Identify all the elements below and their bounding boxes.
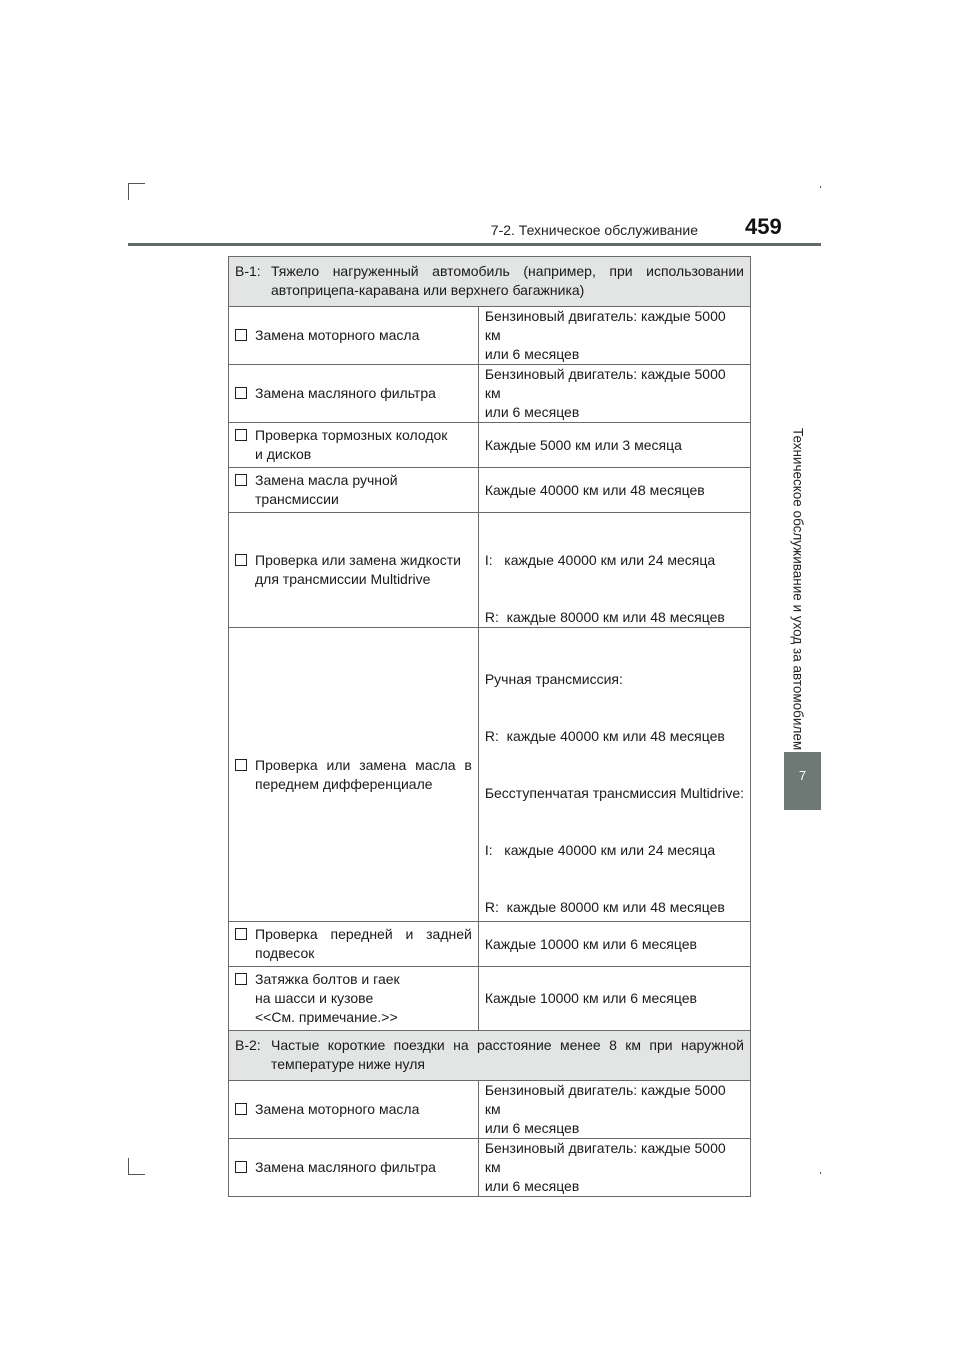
task-line: на шасси и кузове [255,990,374,1006]
crop-mark-bottom-right [820,1172,821,1174]
schedule-cell [478,628,750,922]
schedule-line: или 6 месяцев [484,346,580,362]
task-cell [229,423,479,468]
task-line: <<См. примечание.>> [255,1009,398,1025]
table-row [229,307,751,365]
checkbox-icon [235,1103,247,1115]
schedule-line: Бензиновый двигатель: каждые 5000 км [484,366,726,401]
table-row [229,468,751,513]
schedule-line: R: каждые 40000 км или 48 месяцев [484,728,725,744]
checkbox-icon [235,928,247,940]
condition-code: B-1: [235,263,261,279]
crop-mark-bottom-left-h [128,1174,145,1175]
schedule-line: R: каждые 80000 км или 48 месяцев [484,609,725,625]
schedule-cell [478,307,750,365]
task-cell [229,365,479,423]
task-line: трансмиссии [255,491,339,507]
condition-row [229,257,751,307]
checkbox-icon [235,554,247,566]
task-cell [229,468,479,513]
task-line: Проверка передней и задней [255,926,472,942]
schedule-line: Бензиновый двигатель: каждые 5000 км [484,1140,726,1175]
table-row [229,1081,751,1139]
schedule-line: Ручная трансмиссия: [484,671,623,687]
schedule-line: I: каждые 40000 км или 24 месяца [484,842,716,858]
schedule-cell [478,967,750,1031]
checkbox-icon [235,387,247,399]
schedule-line: R: каждые 80000 км или 48 месяцев [484,899,725,915]
condition-cell [229,257,751,307]
schedule-cell [478,922,750,967]
schedule-cell [478,468,750,513]
checkbox-icon [235,474,247,486]
crop-mark-top-left-h [128,183,145,184]
task-line: подвесок [255,945,315,961]
task-cell [229,513,479,628]
schedule-line: Каждые 10000 км или 6 месяцев [484,990,697,1006]
schedule-line: I: каждые 40000 км или 24 месяца [484,552,716,568]
schedule-cell [478,423,750,468]
table-row [229,423,751,468]
condition-text: Частые короткие поездки на расстояние менее 8 км при наружной температуре ниже нуля [271,1037,744,1072]
task-line: Проверка или замена масла в [255,756,472,773]
task-line: Затяжка болтов и гаек [255,971,400,987]
checkbox-icon [235,329,247,341]
schedule-line: Бесступенчатая трансмиссия Multidrive: [484,785,744,801]
table-row [229,922,751,967]
task-cell [229,1139,479,1197]
task-cell [229,922,479,967]
schedule-line: Бензиновый двигатель: каждые 5000 км [484,1082,726,1117]
task-line: Замена моторного масла [255,327,420,343]
condition-cell [229,1031,751,1081]
table-row [229,513,751,628]
task-line: переднем дифференциале [255,775,433,792]
schedule-line: Бензиновый двигатель: каждые 5000 км [484,308,726,343]
section-title: 7-2. Техническое обслуживание [490,222,698,238]
schedule-cell [478,365,750,423]
crop-mark-top-right [820,186,821,188]
checkbox-icon [235,973,247,985]
task-line: Замена масляного фильтра [255,385,436,401]
checkbox-icon [235,429,247,441]
task-line: для трансмиссии Multidrive [255,571,431,587]
schedule-cell [478,513,750,628]
task-line: Замена моторного масла [255,1101,420,1117]
task-line: Проверка или замена жидкости [255,552,461,568]
schedule-line: Каждые 5000 км или 3 месяца [484,436,682,453]
chapter-side-title: Техническое обслуживание и уход за автомобилем [790,428,806,751]
table-row [229,628,751,922]
checkbox-icon [235,759,247,771]
page-number: 459 [745,214,782,239]
task-line: Проверка тормозных колодок [255,427,448,443]
header-rule [128,243,821,246]
task-line: Замена масла ручной [255,472,398,488]
task-line: Замена масляного фильтра [255,1159,436,1175]
schedule-cell [478,1139,750,1197]
task-cell [229,967,479,1031]
schedule-line: Каждые 10000 км или 6 месяцев [484,935,697,952]
maintenance-table [228,256,751,1197]
task-cell [229,628,479,922]
table-row [229,1139,751,1197]
schedule-line: или 6 месяцев [484,1178,580,1194]
crop-mark-top-left-v [128,183,129,200]
schedule-line: или 6 месяцев [484,404,580,420]
task-cell [229,1081,479,1139]
schedule-line: или 6 месяцев [484,1120,580,1136]
schedule-line: Каждые 40000 км или 48 месяцев [484,481,705,498]
condition-text: Тяжело нагруженный автомобиль (например, при использовании автоприцепа-каравана или верхнего багажника) [271,263,744,298]
task-line: и дисков [255,446,312,462]
condition-code: B-2: [235,1037,261,1053]
chapter-tab [784,752,821,810]
schedule-cell [478,1081,750,1139]
checkbox-icon [235,1161,247,1173]
condition-row [229,1031,751,1081]
table-row [229,365,751,423]
crop-mark-bottom-left-v [128,1158,129,1175]
table-row [229,967,751,1031]
chapter-number: 7 [798,768,807,783]
task-cell [229,307,479,365]
